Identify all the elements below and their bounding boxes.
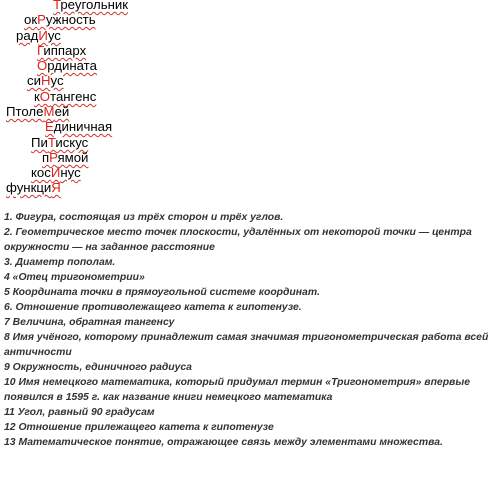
word-8: ПтолеМей	[6, 104, 70, 119]
word-7: кОтангенс	[34, 89, 97, 104]
clue-9: 9 Окружность, единичного радиуса	[4, 362, 192, 373]
word-3: радИус	[16, 28, 61, 43]
clue-13: 13 Математическое понятие, отражающее связь между элементами множества.	[4, 437, 443, 448]
word-4: Гиппарх	[37, 43, 87, 58]
clue-2: 2. Геометрическое место точек плоскости, удалённых от некоторой точки — центра окружности — на заданное расстояние	[4, 227, 472, 253]
clue-list	[4, 210, 502, 450]
key-letter: Т	[53, 0, 61, 12]
key-letter: О	[37, 58, 48, 73]
clue-8: 8 Имя учёного, которому принадлежит самая значимая тригонометрическая работа всей античности	[4, 332, 489, 358]
key-letter: Р	[49, 150, 58, 165]
key-letter: Е	[45, 119, 54, 134]
key-letter: Я	[51, 180, 61, 195]
word-12: косИнус	[31, 165, 81, 180]
key-letter: О	[39, 89, 51, 104]
key-letter: Т	[47, 135, 56, 150]
word-2: окРужность	[24, 12, 96, 27]
clue-11: 11 Угол, равный 90 градусам	[4, 407, 155, 418]
clue-12: 12 Отношение прилежащего катета к гипотенузе	[4, 422, 274, 433]
key-letter: И	[38, 28, 48, 43]
word-13: функциЯ	[6, 180, 61, 195]
clue-1: 1. Фигура, состоящая из трёх сторон и трёх углов.	[4, 212, 284, 223]
key-letter: Г	[37, 43, 44, 58]
word-11: пРямой	[42, 150, 89, 165]
word-1: Треугольник	[53, 0, 128, 12]
clue-6: 6. Отношение противолежащего катета к гипотенузе.	[4, 302, 302, 313]
clue-7: 7 Величина, обратная тангенсу	[4, 317, 175, 328]
clue-3: 3. Диаметр пополам.	[4, 257, 116, 268]
clue-10: 10 Имя немецкого математика, который придумал термин «Тригонометрия» впервые появился в 1595 г. как название книги немецкого математика	[4, 377, 470, 403]
key-letter: И	[50, 165, 61, 180]
word-5: Ордината	[37, 58, 97, 73]
clue-5: 5 Координата точки в прямоугольной системе координат.	[4, 287, 320, 298]
key-letter: М	[43, 104, 55, 119]
word-9: Единичная	[45, 119, 113, 134]
clue-4: 4 «Отец тригонометрии»	[4, 272, 145, 283]
word-10: ПиТискус	[31, 135, 89, 150]
key-letter: Н	[40, 73, 51, 88]
key-letter: Р	[37, 12, 46, 27]
word-6: сиНус	[27, 73, 64, 88]
